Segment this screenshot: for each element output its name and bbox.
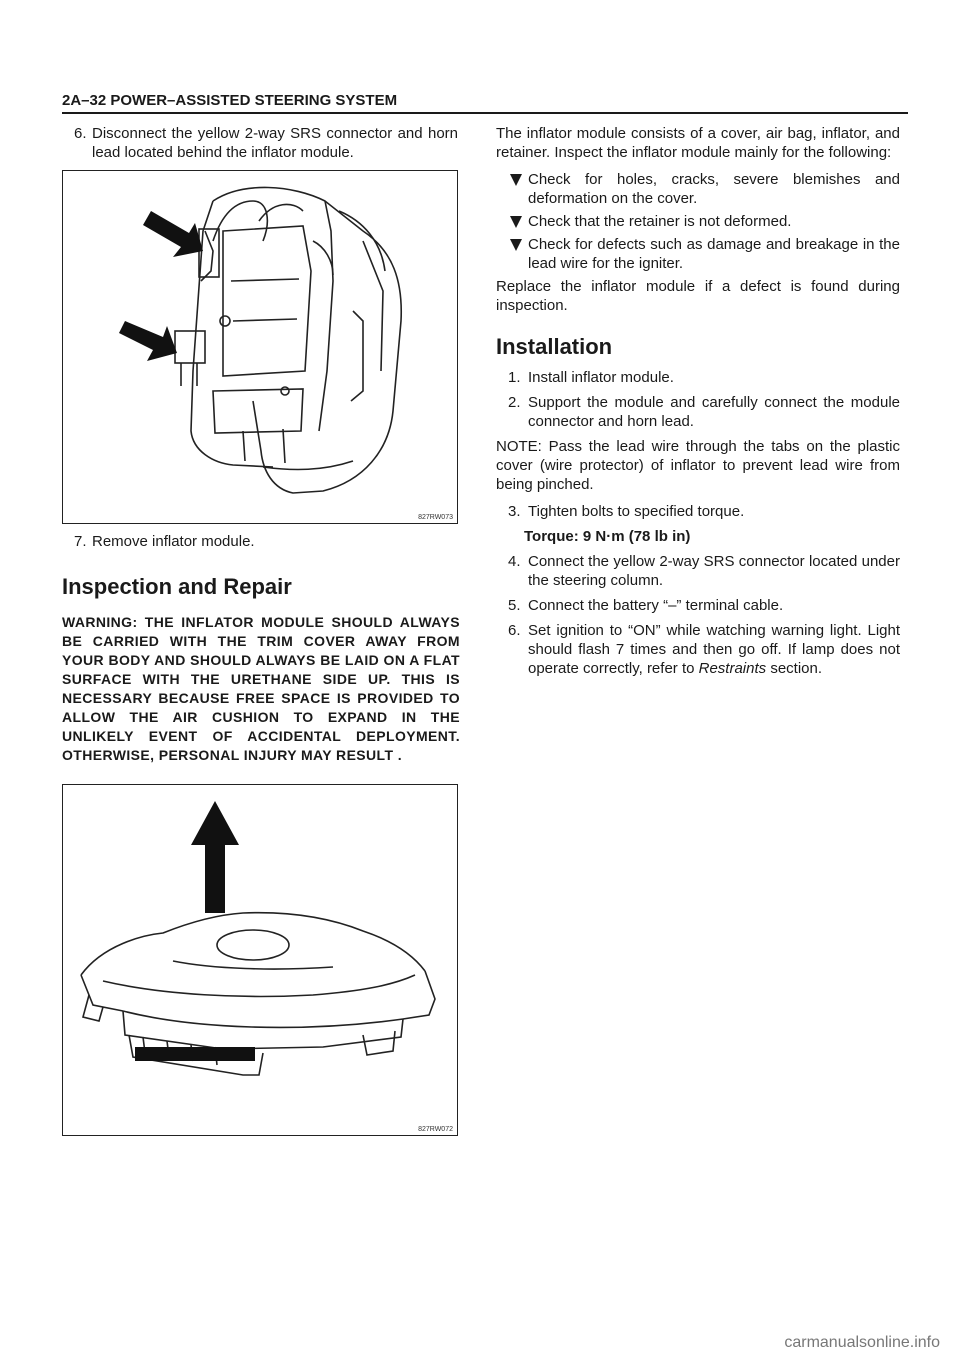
restraints-reference: Restraints	[698, 660, 767, 677]
triangle-bullet-icon	[510, 239, 522, 251]
triangle-bullet-icon	[510, 216, 522, 228]
right-column	[496, 124, 900, 684]
install-step: 3. Tighten bolts to specified torque.	[508, 503, 745, 520]
figure-code: 827RW073	[418, 514, 453, 521]
install-step: 6. Set ignition to “ON” while watching warning light. Light should flash 7 times and then go off. If lamp does not operate correctly, refer to Restraints section.	[508, 622, 900, 677]
step-6-disconnect: 6. Disconnect the yellow 2-way SRS connector and horn lead located behind the inflator module.	[74, 125, 458, 161]
install-step: 1. Install inflator module.	[508, 369, 674, 386]
left-column	[62, 124, 458, 168]
page-header	[62, 92, 397, 109]
check-bullet: Check for defects such as damage and breakage in the lead wire for the igniter.	[510, 235, 900, 273]
install-step: 5. Connect the battery “–” terminal cable.	[508, 597, 784, 614]
triangle-bullet-icon	[510, 174, 522, 186]
check-bullet: Check for holes, cracks, severe blemishes and deformation on the cover.	[510, 170, 900, 208]
warning-text: WARNING: THE INFLATOR MODULE SHOULD ALWAYS BE CARRIED WITH THE TRIM COVER AWAY FROM YOUR BODY AND SHOULD ALWAYS BE LAID ON A FLAT SURFACE WITH THE URETHANE SIDE UP. THIS IS NECESSARY BECAUSE FREE SPACE IS PROVIDED TO ALLOW THE AIR CUSHION TO EXPAND IN THE UNLIKELY EVENT OF ACCIDENTAL DEPLOYMENT. OTHERWISE, PERSONAL INJURY MAY RESULT .	[62, 614, 460, 763]
installation-heading: Installation	[496, 334, 613, 359]
inflator-intro: The inflator module consists of a cover, air bag, inflator, and retainer. Inspect the inflator module mainly for the following:	[496, 125, 900, 161]
install-step: 2. Support the module and carefully connect the module connector and horn lead.	[508, 394, 900, 430]
section-title: POWER–ASSISTED STEERING SYSTEM	[110, 92, 398, 109]
watermark-footer: carmanualsonline.info	[784, 1334, 940, 1351]
figure-code: 827RW072	[418, 1126, 453, 1133]
check-bullet: Check that the retainer is not deformed.	[510, 212, 900, 231]
step-7-remove: 7. Remove inflator module.	[74, 533, 255, 550]
inspection-repair-heading: Inspection and Repair	[62, 574, 292, 599]
torque-spec: Torque: 9 N·m (78 lb in)	[524, 528, 691, 545]
header-rule	[62, 112, 908, 114]
figure-inflator-carry	[62, 784, 458, 1136]
install-step: 4. Connect the yellow 2-way SRS connector located under the steering column.	[508, 553, 900, 589]
inflator-front-illustration	[63, 785, 457, 1135]
inflator-back-illustration	[63, 171, 457, 523]
note-lead-wire: NOTE: Pass the lead wire through the tabs on the plastic cover (wire protector) of inflator to prevent lead wire from being pinched.	[496, 438, 900, 493]
section-code: 2A–32	[62, 92, 107, 109]
figure-inflator-connector	[62, 170, 458, 524]
replace-note: Replace the inflator module if a defect is found during inspection.	[496, 278, 900, 314]
